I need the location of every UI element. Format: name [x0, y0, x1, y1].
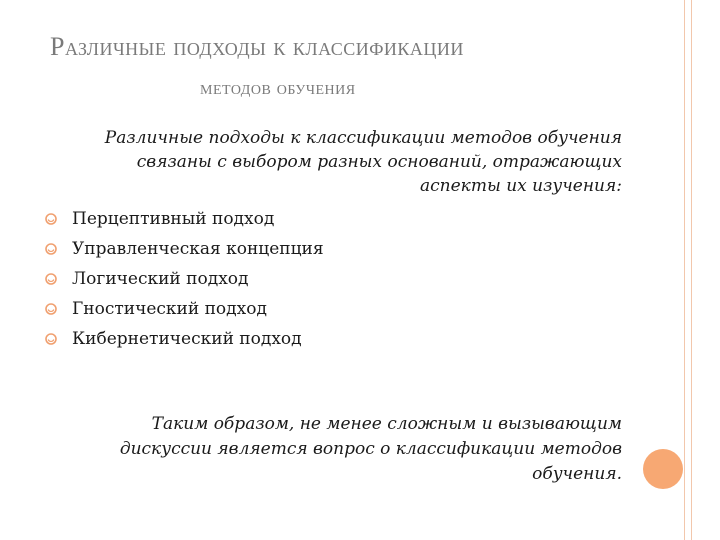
list-item-label: Перцептивный подход [72, 209, 275, 229]
ring-bullet-icon [44, 212, 58, 226]
list-item [44, 264, 324, 294]
ring-bullet-icon [44, 272, 58, 286]
ring-bullet-icon [44, 302, 58, 316]
decorative-circle [643, 449, 683, 489]
title-line-1: Различные подходы к классификации [50, 32, 464, 61]
intro-text: Различные подходы к классификации методов обучения связаны с выбором разных оснований, отражающих аспекты их изучения: [104, 128, 622, 196]
list-item-label: Логический подход [72, 269, 249, 289]
slide-title [50, 30, 650, 102]
decorative-rule-right [691, 0, 692, 540]
title-line-2: методов обучения [200, 77, 356, 99]
list-item [44, 234, 324, 264]
bullet-list [44, 204, 324, 354]
list-item [44, 324, 324, 354]
list-item-label: Гностический подход [72, 299, 267, 319]
conclusion-text: Таким образом, не менее сложным и вызывающим дискуссии является вопрос о классификации методов обучения. [119, 414, 622, 484]
ring-bullet-icon [44, 242, 58, 256]
list-item [44, 294, 324, 324]
list-item [44, 204, 324, 234]
list-item-label: Кибернетический подход [72, 329, 302, 349]
ring-bullet-icon [44, 332, 58, 346]
decorative-rule-left [684, 0, 685, 540]
list-item-label: Управленческая концепция [72, 239, 324, 259]
